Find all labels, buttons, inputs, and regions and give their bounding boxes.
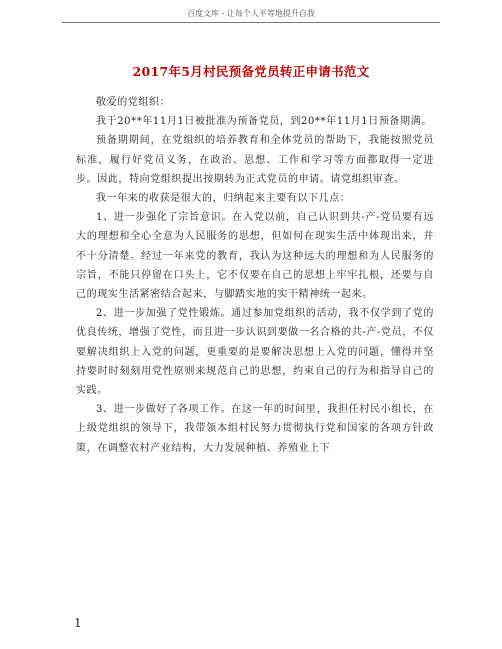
document-body bbox=[76, 93, 434, 458]
paragraph: 2、进一步加强了党性锻炼。通过参加党组织的活动，我不仅学到了党的优良传统，增强了党性，而且进一步认识到要做一名合格的共-产-党员，不仅要解决组织上入党的问题，更重要的是要解决思想上入党的问题，懂得并坚持要时时刻刻用党性原则来规范自己的思想，约束自己的行为和指导自己的实践。 bbox=[76, 308, 434, 397]
paragraph: 1、进一步强化了宗旨意识。在入党以前，自己认识到共-产-党员要有远大的理想和全心全意为人民服务的思想，但如何在现实生活中体现出来，并不十分清楚。经过一年来党的教育，我认为这种远大的理想和为人民服务的宗旨，不能只停留在口头上，它不仅要在自己的思想上牢牢扎根，还要与自己的现实生活紧密结合起来，与脚踏实地的实干精神统一起来。 bbox=[76, 212, 434, 301]
document-title: 2017年5月村民预备党员转正申请书范文 bbox=[132, 64, 370, 79]
page-header: 百度文库 - 让每个人平等地提升自我 bbox=[187, 9, 315, 18]
paragraph: 我于20**年11月1日被批准为预备党员，到20**年11月1日预备期满。 bbox=[96, 116, 432, 128]
salutation: 敬爱的党组织： bbox=[96, 97, 171, 108]
paragraph: 3、进一步做好了各项工作。在这一年的时间里，我担任村民小组长，在上级党组织的领导下，我带领本组村民努力贯彻执行党和国家的各项方针政策，在调整农村产业结构，大力发展种植、养殖业上下 bbox=[76, 404, 434, 454]
paragraph: 预备期期间，在党组织的培养教育和全体党员的帮助下，我能按照党员标准，履行好党员义务，在政治、思想、工作和学习等方面都取得一定进步。因此，特向党组织提出按期转为正式党员的申请。请党组织审查。 bbox=[76, 135, 434, 185]
header-divider bbox=[62, 22, 440, 23]
page-number: 1 bbox=[74, 616, 82, 630]
paragraph: 我一年来的收获是很大的，归纳起来主要有以下几点： bbox=[96, 193, 351, 205]
